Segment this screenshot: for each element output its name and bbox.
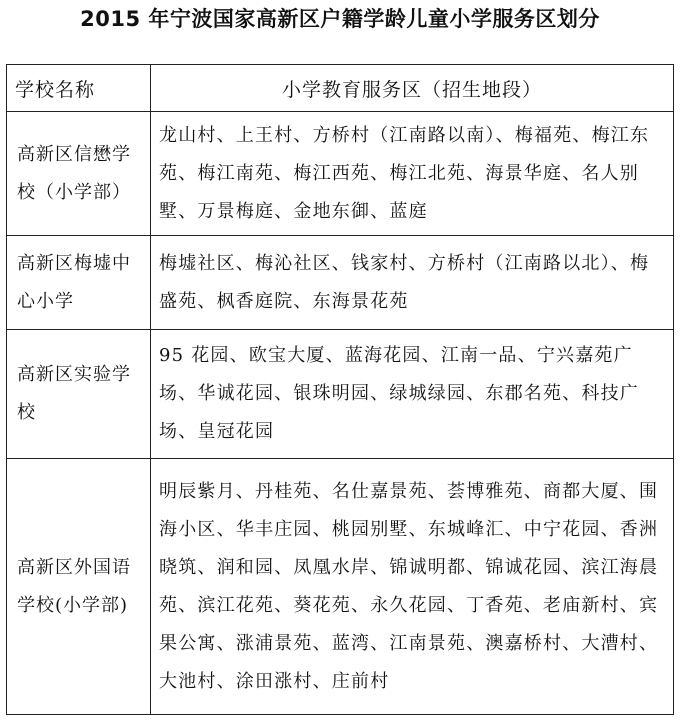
table-row: [7, 112, 674, 236]
school-name-cell: 高新区信懋学校（小学部）: [7, 112, 151, 236]
school-name-cell: 高新区实验学校: [7, 330, 151, 459]
school-name-cell: 高新区外国语学校(小学部): [7, 459, 151, 715]
service-area-header: 小学教育服务区（招生地段）: [151, 65, 674, 112]
service-area-cell: 梅墟社区、梅沁社区、钱家村、方桥村（江南路以北）、梅盛苑、枫香庭院、东海景花苑: [151, 236, 674, 330]
school-name-header: 学校名称: [7, 65, 151, 112]
service-area-cell: 龙山村、上王村、方桥村（江南路以南）、梅福苑、梅江东苑、梅江南苑、梅江西苑、梅江北苑、海景华庭、名人别墅、万景梅庭、金地东御、蓝庭: [151, 112, 674, 236]
service-area-cell: 明辰紫月、丹桂苑、名仕嘉景苑、荟博雅苑、商都大厦、围海小区、华丰庄园、桃园别墅、东城峰汇、中宁花园、香洲晓筑、润和园、凤凰水岸、锦诚明都、锦诚花园、滨江海晨苑、滨江花苑、葵花苑、永久花园、丁香苑、老庙新村、宾果公寓、涨浦景苑、蓝湾、江南景苑、澳嘉桥村、大漕村、大池村、涂田涨村、庄前村: [151, 459, 674, 715]
service-area-table: [6, 64, 674, 715]
school-name-cell: 高新区梅墟中心小学: [7, 236, 151, 330]
table-header-row: [7, 65, 674, 112]
document-title: 2015 年宁波国家高新区户籍学龄儿童小学服务区划分: [80, 7, 600, 31]
service-area-cell: 95 花园、欧宝大厦、蓝海花园、江南一品、宁兴嘉苑广场、华诚花园、银珠明园、绿城绿园、东郡名苑、科技广场、皇冠花园: [151, 330, 674, 459]
table-row: [7, 236, 674, 330]
table-row: [7, 459, 674, 715]
table-row: [7, 330, 674, 459]
